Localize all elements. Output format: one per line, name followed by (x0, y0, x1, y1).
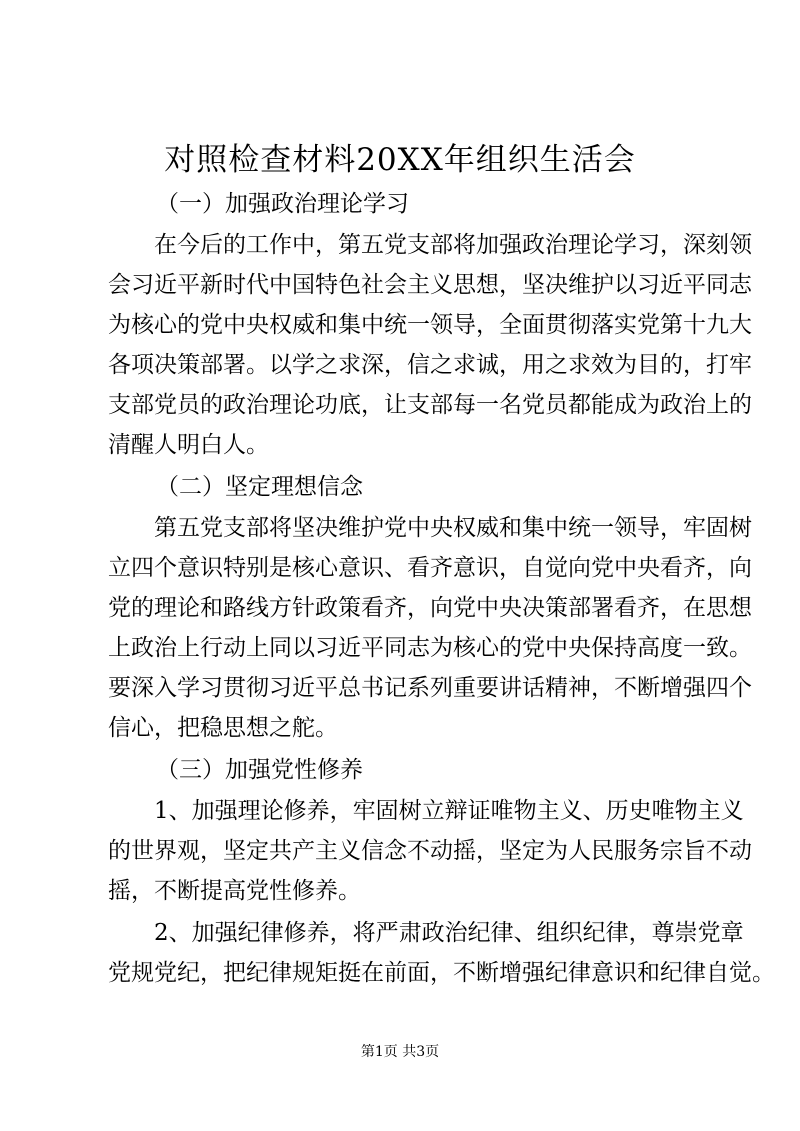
section-heading-2: （二）坚定理想信念 (156, 474, 363, 500)
paragraph-line: 摇，不断提高党性修养。 (108, 878, 361, 904)
paragraph-line: 要深入学习贯彻习近平总书记系列重要讲话精神，不断增强四个 (108, 675, 752, 701)
paragraph-line: 在今后的工作中，第五党支部将加强政治理论学习，深刻领 (154, 232, 752, 258)
page-number-footer: 第1页 共3页 (360, 1044, 440, 1060)
section-heading-3: （三）加强党性修养 (156, 757, 363, 783)
paragraph-line: 2、加强纪律修养，将严肃政治纪律、组织纪律，尊崇党章 (154, 920, 744, 946)
paragraph-line: 的世界观，坚定共产主义信念不动摇，坚定为人民服务宗旨不动 (108, 838, 752, 864)
paragraph-line: 支部党员的政治理论功底，让支部每一名党员都能成为政治上的 (108, 392, 752, 418)
paragraph-line: 上政治上行动上同以习近平同志为核心的党中央保持高度一致。 (108, 635, 752, 661)
paragraph-line: 1、加强理论修养，牢固树立辩证唯物主义、历史唯物主义 (154, 798, 744, 824)
paragraph-line: 为核心的党中央权威和集中统一领导，全面贯彻落实党第十九大 (108, 312, 752, 338)
document-title: 对照检查材料20XX年组织生活会 (164, 142, 636, 178)
paragraph-line: 各项决策部署。以学之求深，信之求诚，用之求效为目的，打牢 (108, 352, 752, 378)
paragraph-line: 第五党支部将坚决维护党中央权威和集中统一领导，牢固树 (154, 515, 752, 541)
paragraph-line: 立四个意识特别是核心意识、看齐意识，自觉向党中央看齐，向 (108, 555, 752, 581)
paragraph-line: 党的理论和路线方针政策看齐，向党中央决策部署看齐，在思想 (108, 595, 752, 621)
paragraph-line: 会习近平新时代中国特色社会主义思想，坚决维护以习近平同志 (108, 272, 752, 298)
section-heading-1: （一）加强政治理论学习 (156, 191, 409, 217)
paragraph-line: 党规党纪，把纪律规矩挺在前面，不断增强纪律意识和纪律自觉。 (108, 960, 775, 986)
paragraph-line: 清醒人明白人。 (108, 432, 269, 458)
paragraph-line: 信心，把稳思想之舵。 (108, 715, 338, 741)
